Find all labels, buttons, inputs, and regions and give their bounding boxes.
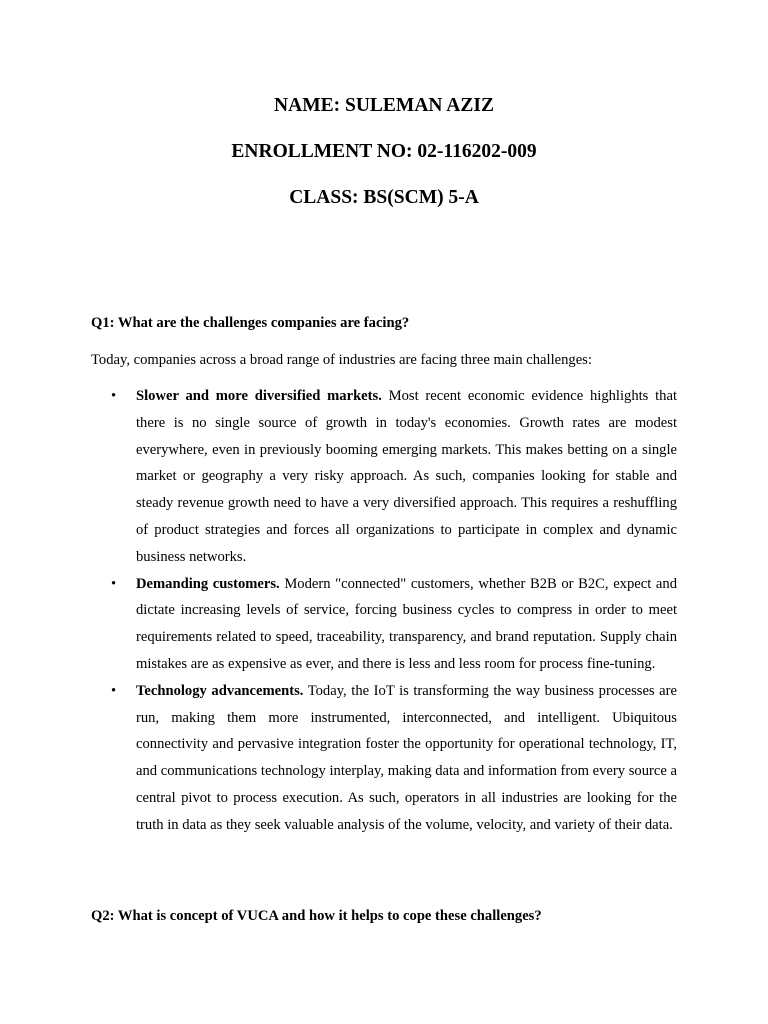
class-info: CLASS: BS(SCM) 5-A: [289, 187, 479, 208]
enrollment-number: ENROLLMENT NO: 02-116202-009: [231, 141, 537, 162]
list-item: [111, 678, 677, 839]
bullet-icon: •: [111, 682, 117, 699]
bullet-text: Today, the IoT is transforming the way business processes are run, making them more instrumented, interconnected, and intelligent. Ubiquitous connectivity and pervasive integration foster the opportunity for operational technology, IT, and communications technology interplay, making data and information from every source a central pivot to process execution. As such, operators in all industries are looking for the truth in data as they seek valuable analysis of the volume, velocity, and variety of their data.: [136, 682, 677, 833]
bullet-lead: Slower and more diversified markets.: [136, 388, 382, 404]
list-item: [111, 571, 677, 678]
bullet-icon: •: [111, 575, 117, 592]
bullet-lead: Technology advancements.: [136, 682, 304, 699]
question-2-heading: Q2: What is concept of VUCA and how it helps to cope these challenges?: [91, 908, 542, 924]
list-item: [111, 383, 678, 571]
bullet-lead: Demanding customers.: [136, 575, 280, 592]
bullet-icon: •: [111, 388, 117, 404]
bullet-text: Modern "connected" customers, whether B2B or B2C, expect and dictate increasing levels of service, forcing business cycles to compress in order to meet requirements related to speed, traceability, transparency, and brand reputation. Supply chain mistakes are as expensive as ever, and there is less and less room for process fine-tuning.: [136, 575, 677, 672]
student-name: NAME: SULEMAN AZIZ: [274, 95, 494, 116]
bullet-text: Most recent economic evidence highlights that there is no single source of growth in today's economies. Growth rates are modest everywhere, even in previously booming emerging markets. This makes betting on a single market or geography a very risky approach. As such, companies looking for stable and steady revenue growth need to have a very diversified approach. This requires a reshuffling of product strategies and forces all organizations to participate in complex and dynamic business networks.: [136, 388, 678, 565]
question-1-heading: Q1: What are the challenges companies are facing?: [91, 315, 410, 331]
question-1-intro: Today, companies across a broad range of industries are facing three main challenges:: [91, 352, 592, 368]
challenges-list: [0, 383, 768, 839]
